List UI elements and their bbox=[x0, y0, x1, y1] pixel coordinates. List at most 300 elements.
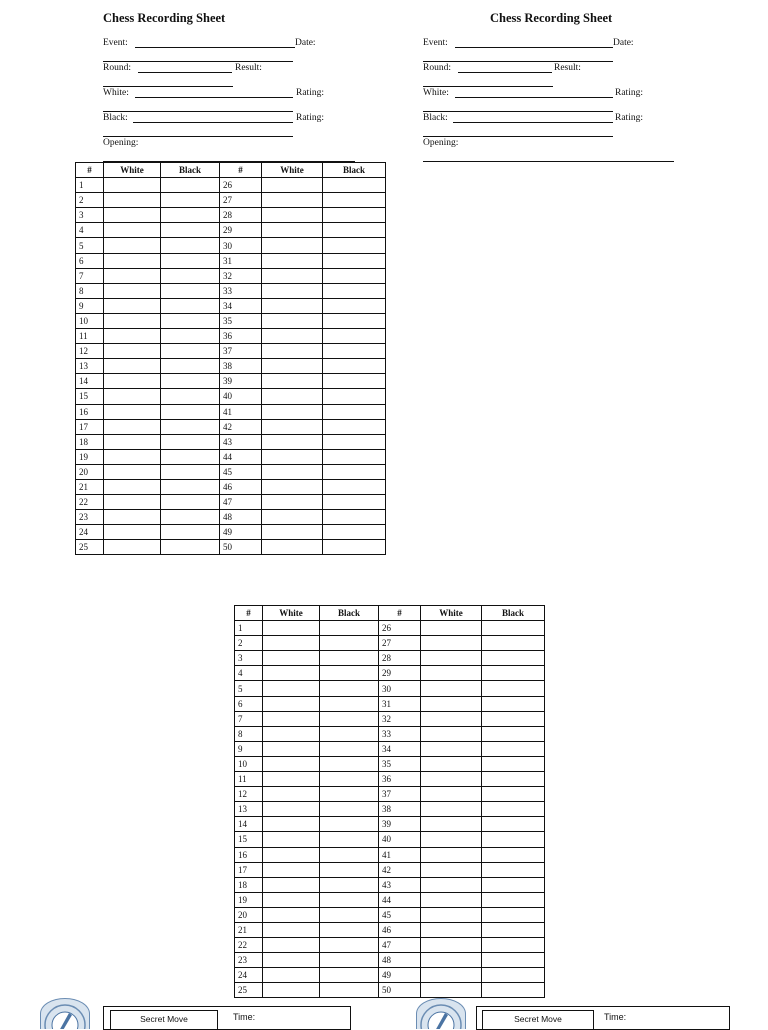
move-number-cell: 11 bbox=[235, 772, 263, 787]
black-move-cell[interactable] bbox=[323, 253, 386, 268]
white-move-cell[interactable] bbox=[263, 938, 320, 953]
black-move-cell[interactable] bbox=[482, 741, 545, 756]
black-move-cell[interactable] bbox=[482, 621, 545, 636]
white-move-cell[interactable] bbox=[262, 540, 323, 555]
move-number-cell: 36 bbox=[220, 329, 262, 344]
black-move-cell[interactable] bbox=[320, 756, 379, 771]
left-round-label: Round: bbox=[103, 63, 131, 73]
black-move-cell[interactable] bbox=[320, 832, 379, 847]
left-white-label: White: bbox=[103, 88, 129, 98]
black-move-cell[interactable] bbox=[482, 832, 545, 847]
move-number-cell: 27 bbox=[379, 636, 421, 651]
move-number-cell: 21 bbox=[235, 922, 263, 937]
move-number-cell: 30 bbox=[220, 238, 262, 253]
black-move-cell[interactable] bbox=[161, 238, 220, 253]
black-move-cell[interactable] bbox=[320, 772, 379, 787]
white-move-cell[interactable] bbox=[263, 711, 320, 726]
black-move-cell[interactable] bbox=[161, 253, 220, 268]
black-move-cell[interactable] bbox=[323, 193, 386, 208]
left-event-label: Event: bbox=[103, 38, 128, 48]
white-move-cell[interactable] bbox=[421, 681, 482, 696]
white-move-cell[interactable] bbox=[263, 787, 320, 802]
white-move-cell[interactable] bbox=[263, 817, 320, 832]
white-move-cell[interactable] bbox=[104, 464, 161, 479]
black-move-cell[interactable] bbox=[161, 313, 220, 328]
white-move-cell[interactable] bbox=[262, 389, 323, 404]
header-black: Black bbox=[482, 606, 545, 621]
black-move-cell[interactable] bbox=[320, 938, 379, 953]
white-move-cell[interactable] bbox=[421, 953, 482, 968]
white-move-cell[interactable] bbox=[262, 374, 323, 389]
table-row bbox=[76, 464, 386, 479]
left-opening-label: Opening: bbox=[103, 138, 139, 148]
federation-logo-left bbox=[40, 998, 90, 1029]
table-row bbox=[76, 540, 386, 555]
table-row bbox=[76, 404, 386, 419]
right-round-label: Round: bbox=[423, 63, 451, 73]
black-move-cell[interactable] bbox=[161, 298, 220, 313]
black-move-cell[interactable] bbox=[323, 344, 386, 359]
white-move-cell[interactable] bbox=[262, 510, 323, 525]
white-move-cell[interactable] bbox=[104, 479, 161, 494]
black-move-cell[interactable] bbox=[323, 449, 386, 464]
left-round-line[interactable] bbox=[138, 72, 232, 73]
black-move-cell[interactable] bbox=[320, 726, 379, 741]
white-move-cell[interactable] bbox=[263, 847, 320, 862]
black-move-cell[interactable] bbox=[161, 510, 220, 525]
white-move-cell[interactable] bbox=[421, 832, 482, 847]
white-move-cell[interactable] bbox=[104, 419, 161, 434]
white-move-cell[interactable] bbox=[262, 464, 323, 479]
move-number-cell: 2 bbox=[76, 193, 104, 208]
white-move-cell[interactable] bbox=[421, 772, 482, 787]
white-move-cell[interactable] bbox=[421, 907, 482, 922]
white-move-cell[interactable] bbox=[263, 666, 320, 681]
white-move-cell[interactable] bbox=[104, 404, 161, 419]
white-move-cell[interactable] bbox=[104, 283, 161, 298]
black-move-cell[interactable] bbox=[482, 847, 545, 862]
right-round-line[interactable] bbox=[458, 72, 552, 73]
table-row bbox=[235, 726, 545, 741]
black-move-cell[interactable] bbox=[323, 389, 386, 404]
black-move-cell[interactable] bbox=[161, 419, 220, 434]
move-number-cell: 16 bbox=[76, 404, 104, 419]
table-row bbox=[76, 344, 386, 359]
black-move-cell[interactable] bbox=[320, 862, 379, 877]
white-move-cell[interactable] bbox=[263, 832, 320, 847]
white-move-cell[interactable] bbox=[104, 374, 161, 389]
table-row bbox=[76, 419, 386, 434]
black-move-cell[interactable] bbox=[323, 359, 386, 374]
white-move-cell[interactable] bbox=[263, 651, 320, 666]
black-move-cell[interactable] bbox=[161, 344, 220, 359]
white-move-cell[interactable] bbox=[421, 817, 482, 832]
right-black-line[interactable] bbox=[453, 122, 613, 123]
white-move-cell[interactable] bbox=[262, 434, 323, 449]
black-move-cell[interactable] bbox=[482, 938, 545, 953]
black-move-cell[interactable] bbox=[320, 847, 379, 862]
move-number-cell: 26 bbox=[379, 621, 421, 636]
black-move-cell[interactable] bbox=[161, 434, 220, 449]
header-white: White bbox=[263, 606, 320, 621]
table-row bbox=[235, 711, 545, 726]
black-move-cell[interactable] bbox=[320, 636, 379, 651]
right-opening-label: Opening: bbox=[423, 138, 459, 148]
table-row bbox=[76, 223, 386, 238]
move-number-cell: 10 bbox=[76, 313, 104, 328]
black-move-cell[interactable] bbox=[320, 892, 379, 907]
left-sheet-title: Chess Recording Sheet bbox=[103, 11, 226, 25]
black-move-cell[interactable] bbox=[323, 510, 386, 525]
black-move-cell[interactable] bbox=[482, 892, 545, 907]
white-move-cell[interactable] bbox=[263, 741, 320, 756]
black-move-cell[interactable] bbox=[482, 787, 545, 802]
left-date-line[interactable] bbox=[103, 61, 293, 62]
move-number-cell: 26 bbox=[220, 178, 262, 193]
white-move-cell[interactable] bbox=[104, 434, 161, 449]
table-row bbox=[235, 817, 545, 832]
black-move-cell[interactable] bbox=[161, 329, 220, 344]
move-number-cell: 9 bbox=[76, 298, 104, 313]
white-move-cell[interactable] bbox=[262, 525, 323, 540]
secret-move-label: Secret Move bbox=[514, 1014, 562, 1024]
black-move-cell[interactable] bbox=[323, 313, 386, 328]
white-move-cell[interactable] bbox=[421, 726, 482, 741]
move-number-cell: 17 bbox=[76, 419, 104, 434]
black-move-cell[interactable] bbox=[482, 983, 545, 998]
move-number-cell: 41 bbox=[379, 847, 421, 862]
move-number-cell: 2 bbox=[235, 636, 263, 651]
black-move-cell[interactable] bbox=[323, 525, 386, 540]
white-move-cell[interactable] bbox=[263, 696, 320, 711]
move-number-cell: 36 bbox=[379, 772, 421, 787]
black-move-cell[interactable] bbox=[323, 178, 386, 193]
white-move-cell[interactable] bbox=[263, 892, 320, 907]
white-move-cell[interactable] bbox=[262, 313, 323, 328]
black-move-cell[interactable] bbox=[323, 540, 386, 555]
move-number-cell: 37 bbox=[220, 344, 262, 359]
white-move-cell[interactable] bbox=[262, 359, 323, 374]
move-number-cell: 42 bbox=[220, 419, 262, 434]
white-move-cell[interactable] bbox=[421, 711, 482, 726]
black-move-cell[interactable] bbox=[482, 922, 545, 937]
black-move-cell[interactable] bbox=[161, 479, 220, 494]
white-move-cell[interactable] bbox=[263, 877, 320, 892]
white-move-cell[interactable] bbox=[262, 253, 323, 268]
secret-move-label: Secret Move bbox=[140, 1014, 188, 1024]
table-row bbox=[235, 983, 545, 998]
black-move-cell[interactable] bbox=[320, 922, 379, 937]
secret-move-box-right[interactable] bbox=[482, 1010, 594, 1030]
white-move-cell[interactable] bbox=[104, 298, 161, 313]
white-move-cell[interactable] bbox=[104, 178, 161, 193]
black-move-cell[interactable] bbox=[161, 404, 220, 419]
black-move-cell[interactable] bbox=[320, 817, 379, 832]
white-move-cell[interactable] bbox=[104, 344, 161, 359]
white-move-cell[interactable] bbox=[421, 756, 482, 771]
white-move-cell[interactable] bbox=[263, 681, 320, 696]
white-move-cell[interactable] bbox=[104, 268, 161, 283]
black-move-cell[interactable] bbox=[482, 772, 545, 787]
white-move-cell[interactable] bbox=[421, 877, 482, 892]
white-move-cell[interactable] bbox=[263, 983, 320, 998]
white-move-cell[interactable] bbox=[262, 344, 323, 359]
black-move-cell[interactable] bbox=[161, 374, 220, 389]
black-move-cell[interactable] bbox=[161, 283, 220, 298]
black-move-cell[interactable] bbox=[482, 907, 545, 922]
table-row bbox=[235, 862, 545, 877]
black-move-cell[interactable] bbox=[323, 208, 386, 223]
white-move-cell[interactable] bbox=[421, 938, 482, 953]
black-move-cell[interactable] bbox=[320, 877, 379, 892]
white-move-cell[interactable] bbox=[104, 208, 161, 223]
move-number-cell: 4 bbox=[235, 666, 263, 681]
white-move-cell[interactable] bbox=[104, 313, 161, 328]
move-number-cell: 48 bbox=[220, 510, 262, 525]
table-row bbox=[235, 787, 545, 802]
black-move-cell[interactable] bbox=[482, 953, 545, 968]
white-move-cell[interactable] bbox=[263, 621, 320, 636]
move-number-cell: 34 bbox=[379, 741, 421, 756]
move-number-cell: 37 bbox=[379, 787, 421, 802]
white-move-cell[interactable] bbox=[262, 404, 323, 419]
secret-move-box-left[interactable] bbox=[110, 1010, 218, 1030]
black-move-cell[interactable] bbox=[161, 495, 220, 510]
right-black-rating-line[interactable] bbox=[423, 136, 613, 137]
table-row bbox=[76, 329, 386, 344]
white-move-cell[interactable] bbox=[104, 193, 161, 208]
white-move-cell[interactable] bbox=[421, 968, 482, 983]
black-move-cell[interactable] bbox=[323, 223, 386, 238]
white-move-cell[interactable] bbox=[421, 847, 482, 862]
table-row bbox=[235, 968, 545, 983]
black-move-cell[interactable] bbox=[320, 711, 379, 726]
black-move-cell[interactable] bbox=[323, 298, 386, 313]
white-move-cell[interactable] bbox=[104, 510, 161, 525]
table-row bbox=[235, 681, 545, 696]
black-move-cell[interactable] bbox=[161, 223, 220, 238]
black-move-cell[interactable] bbox=[482, 696, 545, 711]
white-move-cell[interactable] bbox=[421, 983, 482, 998]
table-row bbox=[76, 374, 386, 389]
move-number-cell: 16 bbox=[235, 847, 263, 862]
black-move-cell[interactable] bbox=[320, 696, 379, 711]
table-row bbox=[235, 696, 545, 711]
white-move-cell[interactable] bbox=[104, 329, 161, 344]
black-move-cell[interactable] bbox=[482, 802, 545, 817]
table-row bbox=[76, 208, 386, 223]
black-move-cell[interactable] bbox=[482, 877, 545, 892]
white-move-cell[interactable] bbox=[421, 802, 482, 817]
move-number-cell: 40 bbox=[379, 832, 421, 847]
white-move-cell[interactable] bbox=[263, 907, 320, 922]
white-move-cell[interactable] bbox=[263, 756, 320, 771]
black-move-cell[interactable] bbox=[482, 968, 545, 983]
black-move-cell[interactable] bbox=[482, 666, 545, 681]
white-move-cell[interactable] bbox=[263, 772, 320, 787]
white-move-cell[interactable] bbox=[263, 922, 320, 937]
white-move-cell[interactable] bbox=[421, 696, 482, 711]
black-move-cell[interactable] bbox=[323, 464, 386, 479]
white-move-cell[interactable] bbox=[104, 253, 161, 268]
black-move-cell[interactable] bbox=[320, 621, 379, 636]
table-row bbox=[235, 938, 545, 953]
white-move-cell[interactable] bbox=[262, 208, 323, 223]
black-move-cell[interactable] bbox=[323, 434, 386, 449]
black-move-cell[interactable] bbox=[161, 449, 220, 464]
white-move-cell[interactable] bbox=[104, 223, 161, 238]
right-event-line[interactable] bbox=[455, 47, 613, 48]
black-move-cell[interactable] bbox=[323, 329, 386, 344]
black-move-cell[interactable] bbox=[161, 359, 220, 374]
right-white-line[interactable] bbox=[455, 97, 613, 98]
move-number-cell: 7 bbox=[235, 711, 263, 726]
move-number-cell: 18 bbox=[235, 877, 263, 892]
white-move-cell[interactable] bbox=[262, 479, 323, 494]
right-result-line[interactable] bbox=[423, 86, 553, 87]
right-date-line[interactable] bbox=[423, 61, 613, 62]
black-move-cell[interactable] bbox=[482, 756, 545, 771]
table-row bbox=[235, 741, 545, 756]
left-event-line[interactable] bbox=[135, 47, 295, 48]
white-move-cell[interactable] bbox=[262, 268, 323, 283]
move-number-cell: 19 bbox=[76, 449, 104, 464]
black-move-cell[interactable] bbox=[320, 953, 379, 968]
white-move-cell[interactable] bbox=[104, 389, 161, 404]
right-opening-line[interactable] bbox=[423, 161, 674, 162]
black-move-cell[interactable] bbox=[161, 525, 220, 540]
white-move-cell[interactable] bbox=[421, 741, 482, 756]
left-result-line[interactable] bbox=[103, 86, 233, 87]
black-move-cell[interactable] bbox=[482, 711, 545, 726]
white-move-cell[interactable] bbox=[421, 892, 482, 907]
black-move-cell[interactable] bbox=[482, 681, 545, 696]
black-move-cell[interactable] bbox=[323, 238, 386, 253]
black-move-cell[interactable] bbox=[320, 787, 379, 802]
black-move-cell[interactable] bbox=[323, 419, 386, 434]
move-number-cell: 48 bbox=[379, 953, 421, 968]
header-number: # bbox=[220, 163, 262, 178]
white-move-cell[interactable] bbox=[262, 298, 323, 313]
black-move-cell[interactable] bbox=[320, 907, 379, 922]
white-move-cell[interactable] bbox=[104, 540, 161, 555]
black-move-cell[interactable] bbox=[320, 651, 379, 666]
white-move-cell[interactable] bbox=[421, 787, 482, 802]
black-move-cell[interactable] bbox=[482, 817, 545, 832]
black-move-cell[interactable] bbox=[161, 208, 220, 223]
black-move-cell[interactable] bbox=[161, 464, 220, 479]
left-date-label: Date: bbox=[295, 38, 316, 48]
black-move-cell[interactable] bbox=[323, 268, 386, 283]
black-move-cell[interactable] bbox=[161, 178, 220, 193]
white-move-cell[interactable] bbox=[421, 862, 482, 877]
black-move-cell[interactable] bbox=[482, 726, 545, 741]
left-black-label: Black: bbox=[103, 113, 128, 123]
black-move-cell[interactable] bbox=[320, 983, 379, 998]
black-move-cell[interactable] bbox=[323, 479, 386, 494]
white-move-cell[interactable] bbox=[262, 329, 323, 344]
black-move-cell[interactable] bbox=[323, 404, 386, 419]
white-move-cell[interactable] bbox=[104, 525, 161, 540]
table-row bbox=[76, 193, 386, 208]
move-number-cell: 30 bbox=[379, 681, 421, 696]
move-number-cell: 32 bbox=[220, 268, 262, 283]
move-number-cell: 43 bbox=[220, 434, 262, 449]
move-number-cell: 20 bbox=[76, 464, 104, 479]
black-move-cell[interactable] bbox=[161, 268, 220, 283]
white-move-cell[interactable] bbox=[262, 495, 323, 510]
white-move-cell[interactable] bbox=[263, 953, 320, 968]
white-move-cell[interactable] bbox=[263, 726, 320, 741]
move-number-cell: 15 bbox=[235, 832, 263, 847]
white-move-cell[interactable] bbox=[262, 419, 323, 434]
left-white-rating-line[interactable] bbox=[103, 111, 293, 112]
right-white-rating-line[interactable] bbox=[423, 111, 613, 112]
black-move-cell[interactable] bbox=[161, 193, 220, 208]
black-move-cell[interactable] bbox=[320, 802, 379, 817]
black-move-cell[interactable] bbox=[161, 389, 220, 404]
move-number-cell: 24 bbox=[76, 525, 104, 540]
white-move-cell[interactable] bbox=[104, 359, 161, 374]
white-move-cell[interactable] bbox=[104, 495, 161, 510]
white-move-cell[interactable] bbox=[421, 666, 482, 681]
black-move-cell[interactable] bbox=[161, 540, 220, 555]
white-move-cell[interactable] bbox=[263, 636, 320, 651]
white-move-cell[interactable] bbox=[104, 238, 161, 253]
black-move-cell[interactable] bbox=[482, 651, 545, 666]
black-move-cell[interactable] bbox=[320, 741, 379, 756]
white-move-cell[interactable] bbox=[262, 283, 323, 298]
white-move-cell[interactable] bbox=[263, 968, 320, 983]
move-number-cell: 13 bbox=[76, 359, 104, 374]
left-white-line[interactable] bbox=[135, 97, 293, 98]
white-move-cell[interactable] bbox=[421, 651, 482, 666]
left-black-line[interactable] bbox=[133, 122, 293, 123]
white-move-cell[interactable] bbox=[262, 193, 323, 208]
table-row bbox=[235, 772, 545, 787]
table-row bbox=[76, 313, 386, 328]
white-move-cell[interactable] bbox=[421, 636, 482, 651]
white-move-cell[interactable] bbox=[104, 449, 161, 464]
table-row bbox=[76, 479, 386, 494]
black-move-cell[interactable] bbox=[482, 862, 545, 877]
black-move-cell[interactable] bbox=[320, 681, 379, 696]
white-move-cell[interactable] bbox=[421, 922, 482, 937]
black-move-cell[interactable] bbox=[320, 666, 379, 681]
white-move-cell[interactable] bbox=[262, 238, 323, 253]
table-row bbox=[235, 907, 545, 922]
move-number-cell: 41 bbox=[220, 404, 262, 419]
table-row bbox=[76, 178, 386, 193]
move-number-cell: 21 bbox=[76, 479, 104, 494]
black-move-cell[interactable] bbox=[482, 636, 545, 651]
white-move-cell[interactable] bbox=[262, 449, 323, 464]
white-move-cell[interactable] bbox=[263, 862, 320, 877]
move-number-cell: 49 bbox=[379, 968, 421, 983]
white-move-cell[interactable] bbox=[263, 802, 320, 817]
table-row bbox=[235, 621, 545, 636]
black-move-cell[interactable] bbox=[320, 968, 379, 983]
table-row bbox=[76, 434, 386, 449]
left-black-rating-line[interactable] bbox=[103, 136, 293, 137]
header-number: # bbox=[76, 163, 104, 178]
white-move-cell[interactable] bbox=[421, 621, 482, 636]
black-move-cell[interactable] bbox=[323, 283, 386, 298]
white-move-cell[interactable] bbox=[262, 223, 323, 238]
black-move-cell[interactable] bbox=[323, 374, 386, 389]
black-move-cell[interactable] bbox=[323, 495, 386, 510]
white-move-cell[interactable] bbox=[262, 178, 323, 193]
